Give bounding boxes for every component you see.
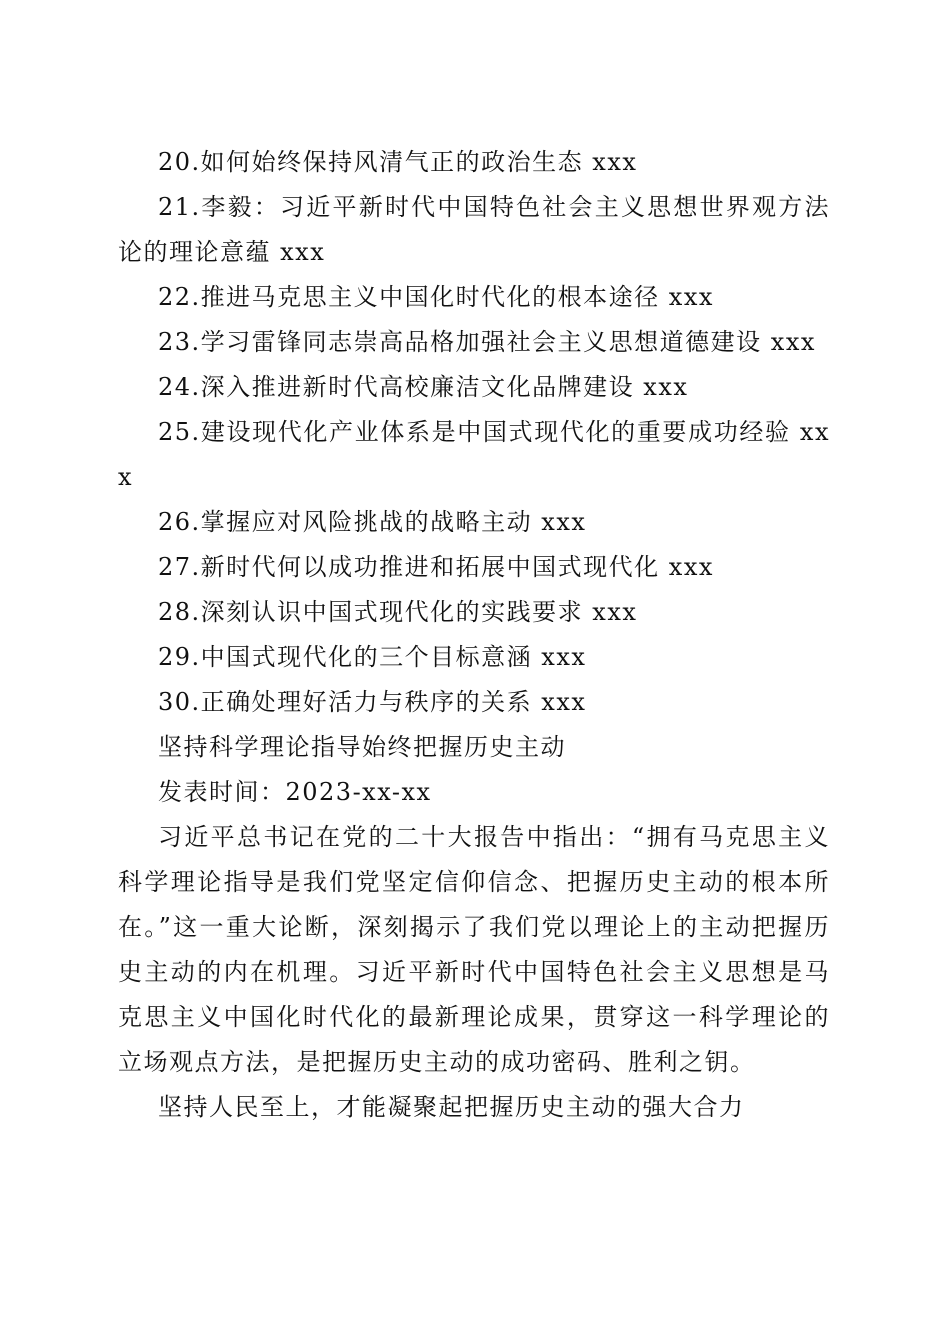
list-item-27: 27.新时代何以成功推进和拓展中国式现代化 xxx xyxy=(158,553,714,581)
document-body xyxy=(118,140,830,1130)
article-title: 坚持科学理论指导始终把握历史主动 xyxy=(158,733,566,761)
list-item-21: 21.李毅：习近平新时代中国特色社会主义思想世界观方法论的理论意蕴 xxx xyxy=(118,193,830,266)
article-paragraph: 习近平总书记在党的二十大报告中指出：“拥有马克思主义科学理论指导是我们党坚定信仰信念、把握历史主动的根本所在。”这一重大论断，深刻揭示了我们党以理论上的主动把握历史主动的内在机理。习近平新时代中国特色社会主义思想是马克思主义中国化时代化的最新理论成果，贯穿这一科学理论的立场观点方法，是把握历史主动的成功密码、胜利之钥。 xyxy=(118,823,830,1076)
list-item-29: 29.中国式现代化的三个目标意涵 xxx xyxy=(158,643,587,671)
publish-time: 发表时间：2023-xx-xx xyxy=(158,778,432,806)
list-item-28: 28.深刻认识中国式现代化的实践要求 xxx xyxy=(158,598,638,626)
list-item-26: 26.掌握应对风险挑战的战略主动 xxx xyxy=(158,508,587,536)
list-item-20: 20.如何始终保持风清气正的政治生态 xxx xyxy=(158,148,638,176)
list-item-23: 23.学习雷锋同志崇高品格加强社会主义思想道德建设 xxx xyxy=(158,328,816,356)
list-item-30: 30.正确处理好活力与秩序的关系 xxx xyxy=(158,688,587,716)
article-subheading: 坚持人民至上，才能凝聚起把握历史主动的强大合力 xyxy=(158,1093,745,1121)
list-item-24: 24.深入推进新时代高校廉洁文化品牌建设 xxx xyxy=(158,373,689,401)
list-item-22: 22.推进马克思主义中国化时代化的根本途径 xxx xyxy=(158,283,714,311)
list-item-25: 25.建设现代化产业体系是中国式现代化的重要成功经验 xxx xyxy=(118,418,830,491)
